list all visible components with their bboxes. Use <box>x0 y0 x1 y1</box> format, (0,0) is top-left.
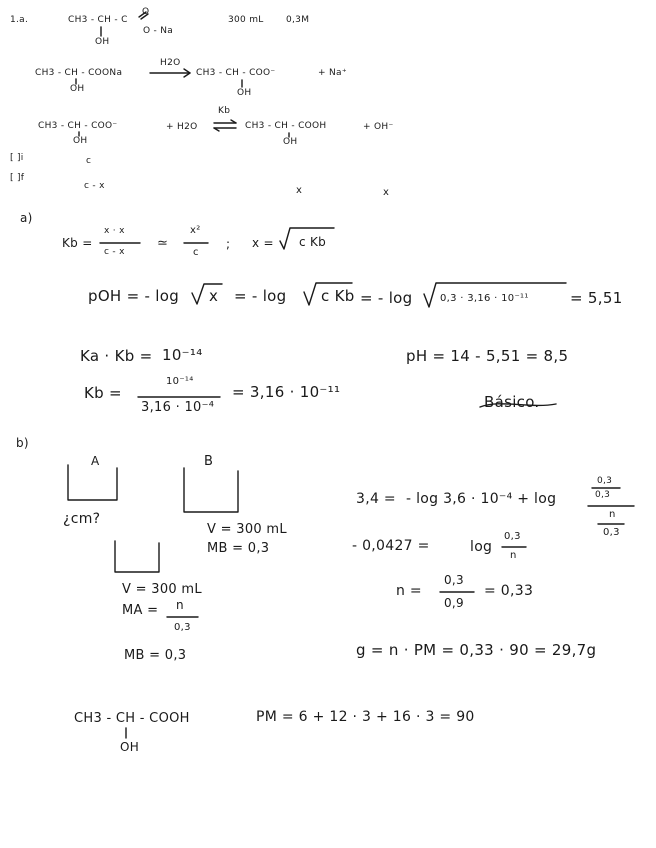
volume: 300 mL <box>228 15 264 25</box>
line2-log: log <box>470 539 493 555</box>
diss-right: CH3 - CH - COO⁻ <box>196 68 276 78</box>
formula-o-na: O - Na <box>143 26 174 36</box>
ice-f-value: c - x <box>84 181 105 191</box>
poh-sqrt-2: c Kb <box>321 287 355 305</box>
question-label: ¿cm? <box>63 511 101 527</box>
x-sqrt-arg: c Kb <box>299 235 327 249</box>
basico-underline <box>480 404 556 407</box>
n-label: n = <box>396 583 422 599</box>
line2-den: n <box>510 550 517 561</box>
box-a-label: A <box>91 454 100 468</box>
mix-ma-label: MA = <box>122 603 159 618</box>
beaker-b <box>184 468 238 512</box>
n-den: 0,9 <box>444 596 464 610</box>
x-eq-label: x = <box>252 236 274 250</box>
hh-frac-den: n <box>609 509 616 520</box>
hh-lhs: 3,4 = <box>356 491 396 507</box>
hydro-left-oh: OH <box>73 136 88 146</box>
kb-label: Kb = <box>84 384 122 402</box>
poh-result: = 5,51 <box>570 289 623 307</box>
approx-sign: ≃ <box>157 236 169 251</box>
formula-main: CH3 - CH - C <box>68 15 128 25</box>
separator: ; <box>226 237 231 251</box>
box-b-volume: V = 300 mL <box>207 522 287 537</box>
kb-frac-den2: c <box>193 247 199 258</box>
kb-den: 3,16 · 10⁻⁴ <box>141 400 215 415</box>
poh-eq-3: = - log <box>360 289 413 307</box>
hh-mid: - log 3,6 · 10⁻⁴ + log <box>406 491 557 507</box>
diss-plus-na: + Na⁺ <box>318 68 347 78</box>
kb-frac-den: c - x <box>104 247 125 257</box>
ka-kb-label: Ka · Kb = <box>80 347 153 365</box>
mix-mb: MB = 0,3 <box>124 648 187 663</box>
hh-frac-num2: 0,3 <box>595 490 611 500</box>
hydro-plus-oh: + OH⁻ <box>363 122 394 132</box>
ph-line: pH = 14 - 5,51 = 8,5 <box>406 347 569 365</box>
hh-frac-den2: 0,3 <box>603 527 620 538</box>
ice-row-f: [ ]f <box>10 173 25 183</box>
diss-right-oh: OH <box>237 88 252 98</box>
part-b-label: b) <box>16 436 29 450</box>
mix-ma-den: 0,3 <box>174 622 191 633</box>
g-line: g = n · PM = 0,33 · 90 = 29,7g <box>356 641 597 659</box>
kb-result: = 3,16 · 10⁻¹¹ <box>232 383 341 401</box>
bottom-formula: CH3 - CH - COOH <box>74 711 190 726</box>
hydro-right: CH3 - CH - COOH <box>245 121 327 131</box>
beaker-a <box>68 465 117 500</box>
ice-row-i: [ ]i <box>10 153 24 163</box>
kb-num: 10⁻¹⁴ <box>166 376 194 387</box>
basico-label: Básico. <box>484 393 540 411</box>
line2-lhs: - 0,0427 = <box>352 538 430 554</box>
poh-sqrt-1: x <box>209 287 219 305</box>
sqrt-ckb <box>280 228 334 249</box>
formula-o-double: O <box>142 7 150 17</box>
concentration: 0,3M <box>286 15 310 25</box>
formula-oh: OH <box>95 37 110 47</box>
diss-over-arrow: H2O <box>160 58 181 68</box>
poh-root-3 <box>424 283 566 307</box>
kb-frac-num2: x² <box>190 225 201 236</box>
hydro-right-oh: OH <box>283 137 298 147</box>
problem-label: 1.a. <box>10 15 29 25</box>
poh-root-1 <box>192 284 222 304</box>
diss-left-oh: OH <box>70 84 85 94</box>
hydro-left: CH3 - CH - COO⁻ <box>38 121 118 131</box>
hydro-over-arrow: Kb <box>218 106 231 116</box>
kb-frac-num: x · x <box>104 226 125 236</box>
bottom-formula-oh: OH <box>120 740 140 754</box>
diss-left: CH3 - CH - COONa <box>35 68 123 78</box>
ice-x-2: x <box>383 187 390 198</box>
mix-volume: V = 300 mL <box>122 582 202 597</box>
part-a-label: a) <box>20 211 33 225</box>
kb-eq-label: Kb = <box>62 236 93 250</box>
poh-sqrt-3: 0,3 · 3,16 · 10⁻¹¹ <box>440 293 529 304</box>
box-b-label: B <box>204 454 214 469</box>
box-b-molarity: MB = 0,3 <box>207 541 270 556</box>
line2-num: 0,3 <box>504 531 521 542</box>
pm-line: PM = 6 + 12 · 3 + 16 · 3 = 90 <box>256 709 475 725</box>
hh-frac-num: 0,3 <box>597 476 613 486</box>
n-num: 0,3 <box>444 573 464 587</box>
mix-ma-num: n <box>176 598 184 612</box>
ka-kb-value: 10⁻¹⁴ <box>162 346 203 364</box>
beaker-mix <box>115 541 159 572</box>
ice-x-1: x <box>296 185 303 196</box>
poh-label: pOH = - log <box>88 287 180 305</box>
hydro-plus-h2o: + H2O <box>166 122 198 132</box>
poh-eq-2: = - log <box>234 287 287 305</box>
poh-root-2 <box>304 283 352 305</box>
n-result: = 0,33 <box>484 583 534 599</box>
ice-i-value: c <box>86 156 92 166</box>
